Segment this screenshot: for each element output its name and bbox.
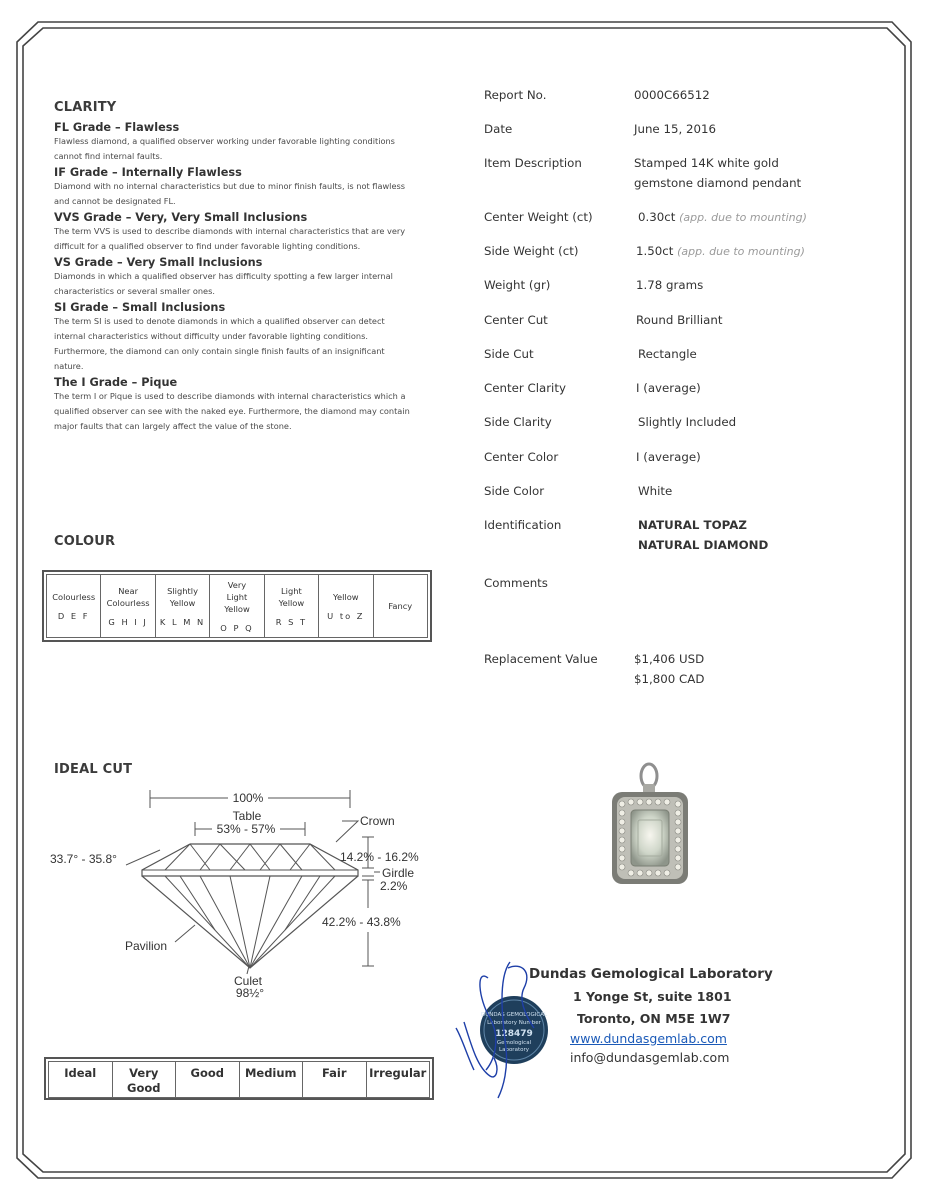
colour-scale-name: Yellow: [169, 598, 196, 608]
diagram-table-label: Table: [232, 809, 262, 823]
center-color-value: I (average): [636, 450, 701, 464]
date-label: Date: [484, 122, 513, 136]
diagram-crown-height: 14.2% - 16.2%: [340, 850, 419, 864]
colour-scale-name: Near: [118, 586, 139, 596]
diagram-culet-value: 98½°: [235, 986, 265, 1000]
side-cut-value: Rectangle: [638, 347, 697, 361]
diagram-pavilion-depth: 42.2% - 43.8%: [322, 915, 401, 929]
diagram-crown-angle: 33.7° - 35.8°: [50, 852, 117, 866]
colour-scale-cell: [210, 575, 264, 638]
colour-scale-cell: [319, 575, 373, 638]
weight-label: Weight (gr): [484, 278, 551, 292]
clarity-grades: [54, 121, 414, 436]
comments-label: Comments: [484, 576, 548, 590]
clarity-grade-heading: VS Grade – Very Small Inclusions: [54, 256, 263, 269]
date-value: June 15, 2016: [634, 122, 716, 136]
colour-scale-grades: U to Z: [327, 611, 365, 621]
cut-grade-cell: [49, 1062, 113, 1098]
svg-text:128479: 128479: [495, 1029, 533, 1039]
diagram-crown-label: Crown: [360, 814, 395, 828]
colour-title: COLOUR: [54, 534, 116, 549]
colour-scale-table: [42, 570, 432, 642]
cut-grade-table: [44, 1057, 434, 1100]
colour-scale-name: Colourless: [52, 592, 96, 602]
colour-scale-name: Yellow: [278, 598, 305, 608]
diagram-total-width: 100%: [232, 791, 264, 805]
clarity-grade-description: The term SI is used to denote diamonds in which a qualified observer can detect internal characteristics without difficulty under favorable lighting conditions. Furthermore, the diamond can only contain single finish faults of an insignificant nature.: [54, 316, 385, 371]
lab-email[interactable]: info@dundasgemlab.com: [570, 1050, 730, 1065]
clarity-grade-heading: FL Grade – Flawless: [54, 121, 180, 134]
report-no-label: Report No.: [484, 88, 547, 102]
center-weight-note: (app. due to mounting): [679, 211, 807, 224]
item-description-line2: gemstone diamond pendant: [634, 176, 802, 190]
colour-scale-name: Fancy: [388, 601, 413, 611]
cut-grade-label: Ideal: [64, 1066, 97, 1080]
cut-grade-label: Very: [129, 1066, 159, 1080]
cut-grade-label: Medium: [244, 1066, 297, 1080]
svg-text:Gemological: Gemological: [496, 1040, 532, 1046]
cut-grade-cell: [366, 1062, 430, 1098]
center-cut-label: Center Cut: [484, 313, 548, 327]
svg-text:Laboratory: Laboratory: [499, 1047, 529, 1053]
clarity-grade-description: Diamond with no internal characteristics but due to minor finish faults, is not flawless and cannot be designated FL.: [54, 181, 406, 206]
center-clarity-value: I (average): [636, 381, 701, 395]
colour-scale-grades: K L M N: [159, 617, 206, 627]
colour-scale-grades: D E F: [57, 611, 90, 621]
clarity-grade-heading: The I Grade – Pique: [54, 376, 178, 389]
center-clarity-label: Center Clarity: [484, 381, 566, 395]
colour-scale-grades: R S T: [275, 617, 308, 627]
clarity-grade-description: Diamonds in which a qualified observer has difficulty spotting a few larger internal characteristics or several smaller ones.: [54, 271, 393, 296]
cut-grade-cell: [112, 1062, 176, 1098]
cut-grade-label: Good: [127, 1081, 161, 1095]
center-weight-amount: 0.30ct: [638, 210, 676, 224]
clarity-title: CLARITY: [54, 100, 117, 115]
lab-address-line2: Toronto, ON M5E 1W7: [577, 1011, 731, 1026]
side-clarity-value: Slightly Included: [638, 415, 737, 429]
colour-scale-name: Yellow: [333, 592, 359, 602]
cut-grade-cell: [176, 1062, 240, 1098]
pendant-photo: [600, 760, 696, 890]
clarity-grade-heading: VVS Grade – Very, Very Small Inclusions: [54, 211, 308, 224]
item-description-line1: Stamped 14K white gold: [634, 156, 779, 170]
colour-scale-name: Colourless: [106, 598, 150, 608]
clarity-grade-description: The term VVS is used to describe diamonds with internal characteristics that are very difficult for a qualified observer to find under favorable lighting conditions.: [54, 226, 406, 251]
lab-name: Dundas Gemological Laboratory: [529, 966, 773, 982]
cut-grade-cell: [239, 1062, 303, 1098]
side-color-label: Side Color: [484, 484, 545, 498]
diagram-girdle-label: Girdle: [382, 866, 415, 880]
cut-grade-cell: [303, 1062, 367, 1098]
clarity-grade-heading: IF Grade – Internally Flawless: [54, 166, 242, 179]
side-weight-label: Side Weight (ct): [484, 244, 579, 258]
cut-grade-label: Good: [190, 1066, 224, 1080]
colour-scale-name: Slightly: [167, 586, 198, 596]
side-weight-value: [636, 244, 805, 258]
ideal-cut-title: IDEAL CUT: [54, 762, 133, 777]
colour-scale-cell: [373, 575, 427, 638]
lab-website-link[interactable]: www.dundasgemlab.com: [570, 1031, 727, 1046]
colour-scale-name: Yellow: [224, 604, 250, 614]
diagram-pavilion-label: Pavilion: [125, 939, 168, 953]
center-weight-label: Center Weight (ct): [484, 210, 593, 224]
item-description-label: Item Description: [484, 156, 582, 170]
identification-line1: NATURAL TOPAZ: [638, 518, 747, 532]
colour-scale-grades: O P Q: [220, 623, 254, 633]
report-no-value: 0000C66512: [634, 88, 710, 102]
colour-scale-cell: [264, 575, 318, 638]
identification-label: Identification: [484, 518, 562, 532]
clarity-grade-description: The term I or Pique is used to describe diamonds with internal characteristics which a qualified observer can see with the naked eye. Furthermore, the diamond may contain major faults that can largely affect the value of the stone.: [54, 391, 410, 431]
side-weight-amount: 1.50ct: [636, 244, 674, 258]
side-clarity-label: Side Clarity: [484, 415, 552, 429]
weight-value: 1.78 grams: [636, 278, 704, 292]
center-cut-value: Round Brilliant: [636, 313, 723, 327]
replacement-value-label: Replacement Value: [484, 652, 598, 666]
colour-scale-grades: G H I J: [108, 617, 148, 627]
diagram-table-range: 53% - 57%: [216, 822, 276, 836]
ideal-cut-diagram: [40, 780, 440, 1010]
colour-scale-cell: [101, 575, 155, 638]
colour-scale-name: Light: [281, 586, 302, 596]
colour-scale-cell: [47, 575, 101, 638]
diagram-girdle-value: 2.2%: [380, 879, 408, 893]
side-color-value: White: [638, 484, 673, 498]
replacement-value-cad: $1,800 CAD: [634, 672, 705, 686]
cut-grade-label: Irregular: [369, 1066, 427, 1080]
colour-scale-name: Light: [226, 592, 248, 602]
replacement-value-usd: $1,406 USD: [634, 652, 705, 666]
clarity-grade-heading: SI Grade – Small Inclusions: [54, 301, 226, 314]
center-weight-value: [638, 210, 807, 224]
lab-address-line1: 1 Yonge St, suite 1801: [573, 989, 732, 1004]
identification-line2: NATURAL DIAMOND: [638, 538, 769, 552]
side-weight-note: (app. due to mounting): [677, 245, 805, 258]
clarity-grade-description: Flawless diamond, a qualified observer working under favorable lighting conditions cannot find internal faults.: [54, 136, 395, 161]
svg-text:DUNDAS GEMOLOGICAL: DUNDAS GEMOLOGICAL: [480, 1012, 548, 1018]
diagram-culet-label: Culet: [233, 974, 263, 988]
side-cut-label: Side Cut: [484, 347, 534, 361]
colour-scale-cell: [155, 575, 209, 638]
colour-scale-name: Very: [227, 580, 247, 590]
svg-text:Laboratory Number: Laboratory Number: [487, 1020, 541, 1026]
center-color-label: Center Color: [484, 450, 559, 464]
cut-grade-label: Fair: [321, 1066, 347, 1080]
